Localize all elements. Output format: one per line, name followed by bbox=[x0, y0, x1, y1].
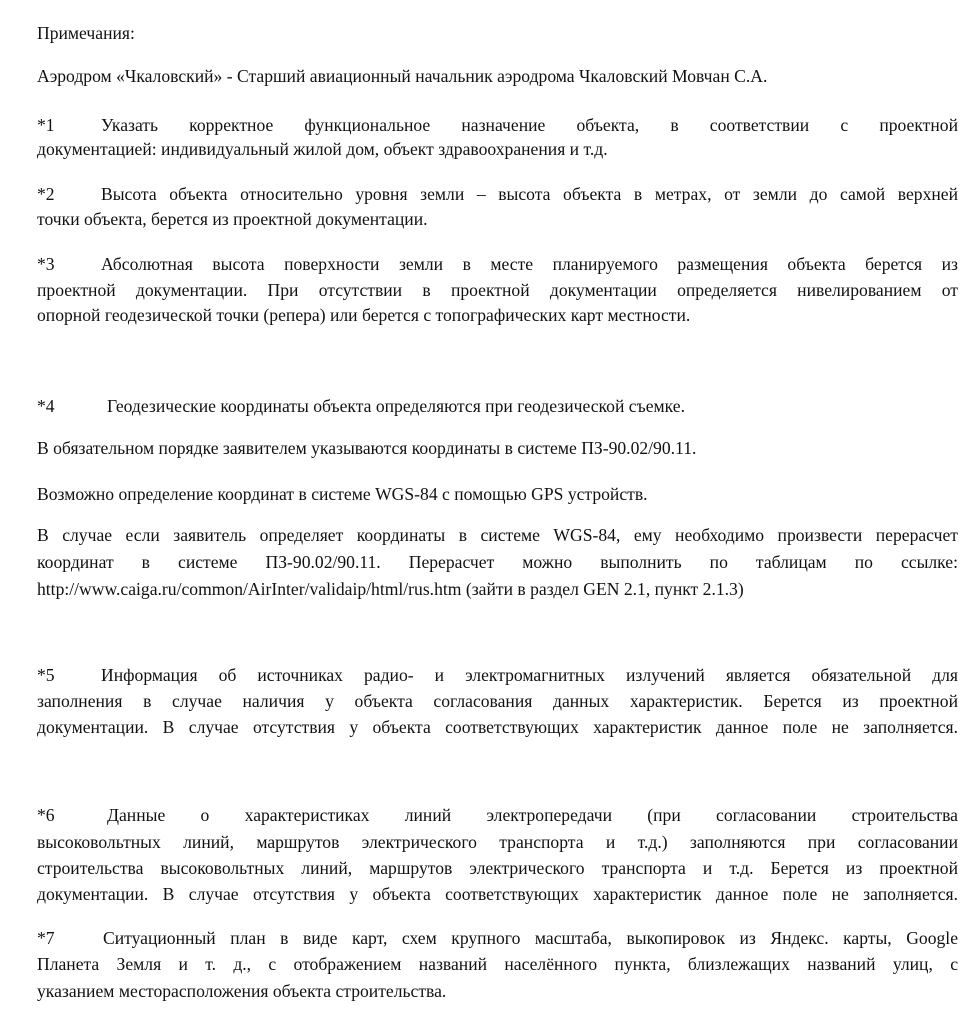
note-6-line-4: документации. В случае отсутствия у объекта соответствующих характеристик данное поле не заполняется. bbox=[37, 884, 958, 904]
note-2-line-2: точки объекта, берется из проектной документации. bbox=[37, 209, 428, 229]
note-3-line-3: опорной геодезической точки (репера) или берется с топографических карт местности. bbox=[37, 305, 691, 325]
note-7-line-1: Ситуационный план в виде карт, схем крупного масштаба, выкопировок из Яндекс. карты, Google bbox=[103, 928, 958, 948]
note-5-line-2: заполнения в случае наличия у объекта согласования данных характеристик. Берется из проектной bbox=[37, 691, 958, 711]
note-4-paragraph-2: Возможно определение координат в системе WGS-84 с помощью GPS устройств. bbox=[37, 484, 648, 504]
note-4-marker: *4 bbox=[37, 396, 55, 416]
note-1-line-1: Указать корректное функциональное назначение объекта, в соответствии с проектной bbox=[101, 115, 958, 135]
aerodrome-line: Аэродром «Чкаловский» - Старший авиационный начальник аэродрома Чкаловский Мовчан С.А. bbox=[37, 66, 768, 86]
note-4-line-1: Геодезические координаты объекта определяются при геодезической съемке. bbox=[107, 396, 685, 416]
note-3-line-1: Абсолютная высота поверхности земли в месте планируемого размещения объекта берется из bbox=[101, 254, 958, 274]
note-6-line-1: Данные о характеристиках линий электропередачи (при согласовании строительства bbox=[107, 805, 958, 825]
note-5-line-1: Информация об источниках радио- и электромагнитных излучений является обязательной для bbox=[101, 665, 958, 685]
note-2-marker: *2 bbox=[37, 184, 55, 204]
notes-heading: Примечания: bbox=[37, 23, 135, 43]
note-5-line-3: документации. В случае отсутствия у объекта соответствующих характеристик данное поле не заполняется. bbox=[37, 717, 958, 737]
note-4-recalc-line-2: координат в системе ПЗ-90.02/90.11. Перерасчет можно выполнить по таблицам по ссылке: bbox=[37, 552, 958, 572]
note-6-line-3: строительства высоковольтных линий, маршрутов электрического транспорта и т.д. Берется из проектной bbox=[37, 858, 958, 878]
note-5-marker: *5 bbox=[37, 665, 55, 685]
note-4-recalc-line-1: В случае если заявитель определяет координаты в системе WGS-84, ему необходимо произвести перерасчет bbox=[37, 525, 958, 545]
note-6-line-2: высоковольтных линий, маршрутов электрического транспорта и т.д.) заполняются при согласовании bbox=[37, 832, 958, 852]
note-7-line-3: указанием месторасположения объекта строительства. bbox=[37, 981, 447, 1001]
note-1-line-2: документацией: индивидуальный жилой дом, объект здравоохранения и т.д. bbox=[37, 139, 608, 159]
note-4-paragraph-1: В обязательном порядке заявителем указываются координаты в системе ПЗ-90.02/90.11. bbox=[37, 438, 697, 458]
note-7-marker: *7 bbox=[37, 928, 55, 948]
note-2-line-1: Высота объекта относительно уровня земли – высота объекта в метрах, от земли до самой верхней bbox=[101, 184, 958, 204]
note-7-line-2: Планета Земля и т. д., с отображением названий населённого пункта, близлежащих названий улиц, с bbox=[37, 954, 958, 974]
note-3-marker: *3 bbox=[37, 254, 55, 274]
note-1-marker: *1 bbox=[37, 115, 55, 135]
note-6-marker: *6 bbox=[37, 805, 55, 825]
note-4-recalc-link-line: http://www.caiga.ru/common/AirInter/validaip/html/rus.htm (зайти в раздел GEN 2.1, пункт 2.1.3) bbox=[37, 579, 744, 599]
note-3-line-2: проектной документации. При отсутствии в проектной документации определяется нивелированием от bbox=[37, 280, 958, 300]
